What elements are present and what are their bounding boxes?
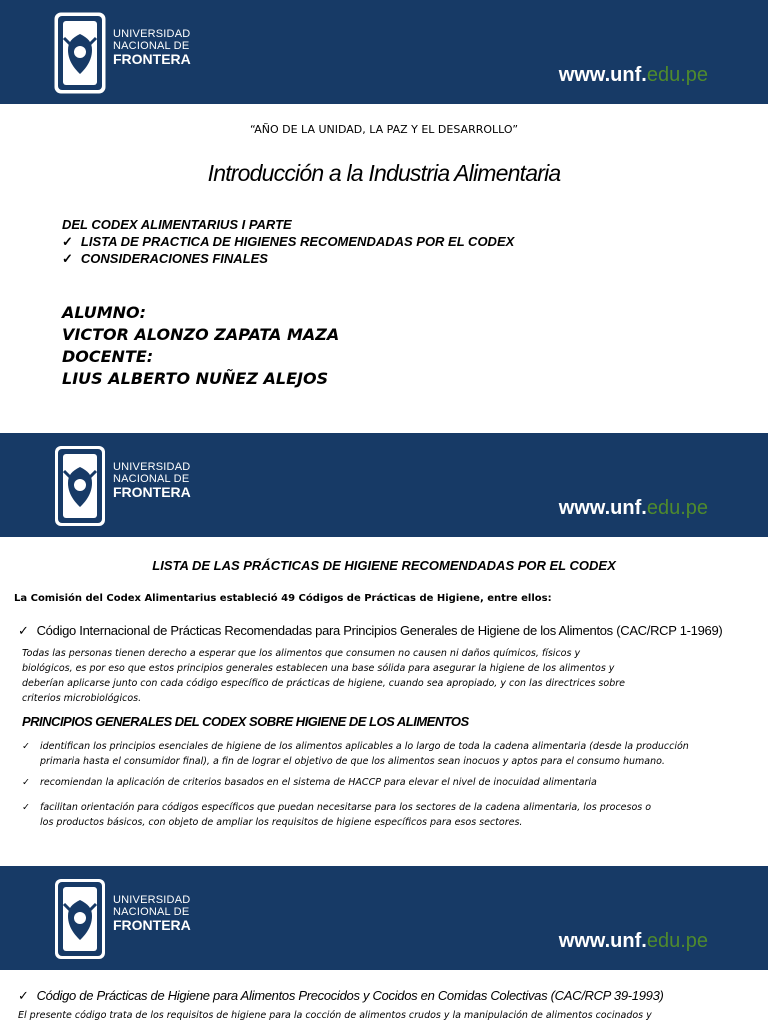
bullet-line: recomiendan la aplicación de criterios basados en el sistema de HACCP para elevar el nivel de inocuidad alimentaria — [40, 777, 597, 788]
code-title — [18, 623, 722, 639]
university-line-3: FRONTERA — [113, 51, 191, 67]
url-accent: edu.pe — [646, 497, 708, 519]
slide-banner — [0, 0, 768, 104]
url-accent: edu.pe — [646, 64, 708, 86]
url-main: www.unf. — [558, 930, 647, 952]
code-description: El presente código trata de los requisitos de higiene para la cocción de alimentos crudos y la manipulación de alimentos cocinados y — [18, 1010, 652, 1021]
slide-3 — [0, 866, 768, 1024]
topic-item — [62, 233, 514, 250]
university-line-1: UNIVERSIDAD — [113, 461, 191, 473]
website-url — [559, 930, 708, 953]
url-main: www.unf. — [558, 497, 647, 519]
check-icon: ✓ — [18, 988, 29, 1003]
check-icon: ✓ — [18, 623, 29, 638]
university-line-2: NACIONAL DE — [113, 40, 190, 52]
website-url — [559, 497, 708, 520]
university-name — [113, 894, 191, 931]
university-line-3: FRONTERA — [113, 484, 191, 500]
university-name — [113, 461, 191, 498]
description-line: deberían aplicarse junto con cada código específico de prácticas de higiene, cuando sea apropiado, y con las directrices sobre — [22, 678, 625, 689]
course-title: Introducción a la Industria Alimentaria — [207, 160, 561, 186]
website-url — [559, 64, 708, 87]
check-icon: ✓ — [62, 234, 73, 249]
principle-bullet — [22, 800, 742, 830]
slide-2 — [0, 433, 768, 865]
year-motto: “AÑO DE LA UNIDAD, LA PAZ Y EL DESARROLLO” — [249, 123, 519, 136]
bullet-line: los productos básicos, con objeto de ampliar los requisitos de higiene específicos para esos sectores. — [40, 817, 523, 828]
teacher-label: DOCENTE: — [62, 347, 154, 366]
code-description — [22, 646, 722, 706]
university-line-3: FRONTERA — [113, 917, 191, 933]
topic-text: CONSIDERACIONES FINALES — [80, 251, 268, 266]
university-line-1: UNIVERSIDAD — [113, 894, 191, 906]
university-line-1: UNIVERSIDAD — [113, 28, 191, 40]
university-name — [113, 28, 191, 65]
principle-bullet — [22, 739, 742, 769]
description-line: criterios microbiológicos. — [22, 693, 142, 704]
slide-banner — [0, 433, 768, 537]
university-shield-logo — [54, 878, 106, 960]
topic-text: LISTA DE PRACTICA DE HIGIENES RECOMENDADAS POR EL CODEX — [80, 234, 515, 249]
url-accent: edu.pe — [646, 930, 708, 952]
bullet-line: facilitan orientación para códigos específicos que puedan necesitarse para los sectores de la cadena alimentaria, los procesos o — [40, 802, 652, 813]
university-line-2: NACIONAL DE — [113, 906, 190, 918]
teacher-name: LIUS ALBERTO NUÑEZ ALEJOS — [62, 369, 329, 388]
topic-heading: DEL CODEX ALIMENTARIUS I PARTE — [62, 217, 292, 232]
description-line: Todas las personas tienen derecho a esperar que los alimentos que consumen no causen ni daños químicos, físicos y — [22, 648, 581, 659]
code-title — [18, 988, 664, 1004]
code-title-text: Código Internacional de Prácticas Recomendadas para Principios Generales de Higiene de los Alimentos (CAC/RCP 1-1969) — [36, 623, 723, 638]
student-name: VICTOR ALONZO ZAPATA MAZA — [62, 325, 340, 344]
university-shield-logo — [54, 445, 106, 527]
slide-banner — [0, 866, 768, 970]
check-icon: ✓ — [22, 741, 30, 752]
principle-bullet — [22, 775, 742, 790]
check-icon: ✓ — [22, 802, 30, 813]
university-shield-logo — [54, 12, 106, 94]
topic-list — [62, 216, 514, 267]
section-heading: LISTA DE LAS PRÁCTICAS DE HIGIENE RECOMENDADAS POR EL CODEX — [152, 558, 616, 573]
university-line-2: NACIONAL DE — [113, 473, 190, 485]
description-line: biológicos, es por eso que estos principios generales establecen una base sólida para asegurar la higiene de los alimentos y — [22, 663, 615, 674]
url-main: www.unf. — [558, 64, 647, 86]
topic-item — [62, 250, 514, 267]
bullet-line: identifican los principios esenciales de higiene de los alimentos aplicables a lo largo de toda la cadena alimentaria (desde la producción — [40, 741, 689, 752]
check-icon: ✓ — [22, 777, 30, 788]
slide-1 — [0, 0, 768, 432]
bullet-line: primaria hasta el consumidor final), a fin de lograr el objetivo de que los alimentos sean inocuos y aptos para el consumo humano. — [40, 756, 665, 767]
check-icon: ✓ — [62, 251, 73, 266]
credits — [62, 302, 339, 390]
student-label: ALUMNO: — [62, 303, 147, 322]
code-title-text: Código de Prácticas de Higiene para Alimentos Precocidos y Cocidos en Comidas Colectivas (CAC/RCP 39-1993) — [36, 988, 664, 1003]
principles-subheading: PRINCIPIOS GENERALES DEL CODEX SOBRE HIGIENE DE LOS ALIMENTOS — [22, 714, 469, 729]
intro-text: La Comisión del Codex Alimentarius estableció 49 Códigos de Prácticas de Higiene, entre ellos: — [14, 593, 552, 604]
